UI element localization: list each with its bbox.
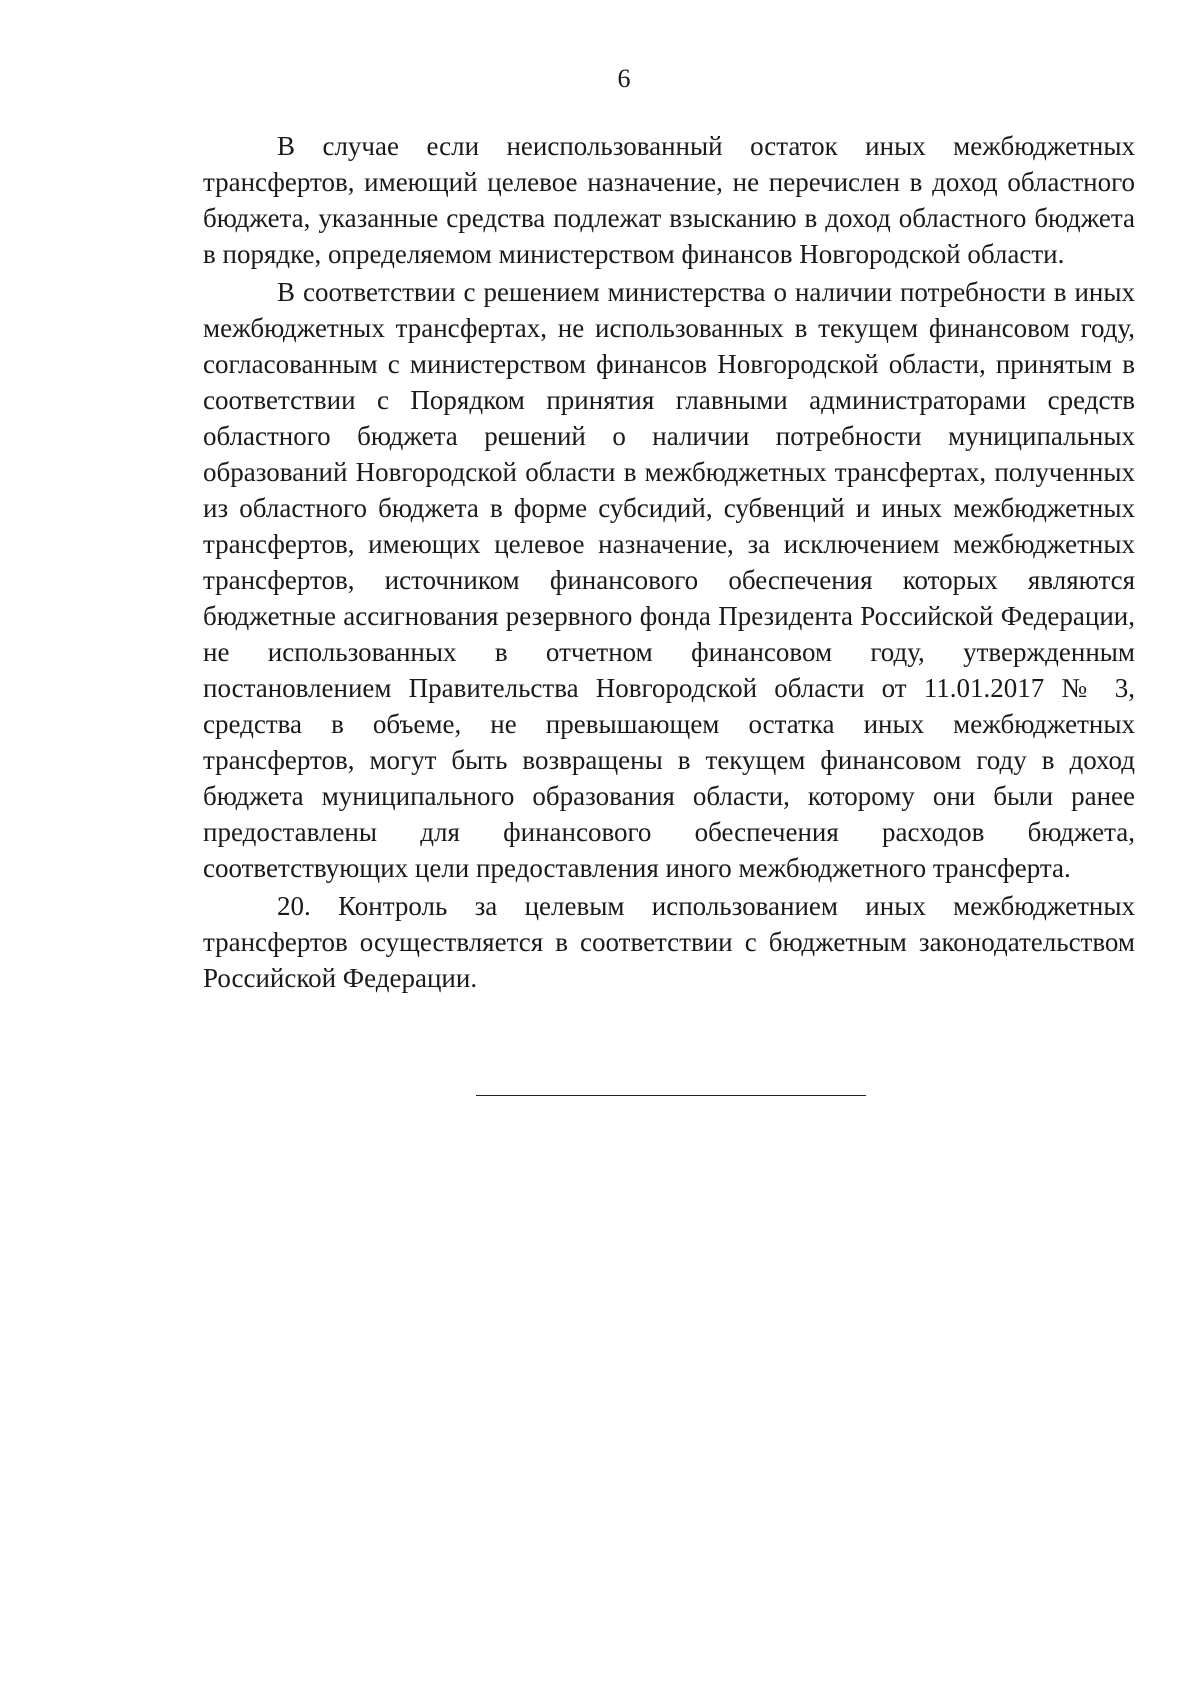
end-of-text-divider — [476, 1095, 866, 1096]
paragraph-unused-balance: В случае если неиспользованный остаток иных межбюджетных трансфертов, имеющий целевое назначение, не перечислен в доход областного бюджета, указанные средства подлежат взысканию в доход областного бюджета в порядке, определяемом министерством финансов Новгородской области. — [203, 131, 1135, 269]
paragraph-ministry-decision: В соответствии с решением министерства о наличии потребности в иных межбюджетных трансфертах, не использованных в текущем финансовом году, согласованным с министерством финансов Новгородской области, принятым в соответствии с Порядком принятия главными администраторами средств областного бюджета решений о наличии потребности муниципальных образований Новгородской области в межбюджетных трансфертах, полученных из областного бюджета в форме субсидий, субвенций и иных межбюджетных трансфертов, имеющих целевое назначение, за исключением межбюджетных трансфертов, источником финансового обеспечения которых являются бюджетные ассигнования резервного фонда Президента Российской Федерации, не использованных в отчетном финансовом году, утвержденным постановлением Правительства Новгородской области от 11.01.2017 № 3, средства в объеме, не превышающем остатка иных межбюджетных трансфертов, могут быть возвращены в текущем финансовом году в доход бюджета муниципального образования области, которому они были ранее предоставлены для финансового обеспечения расходов бюджета, соответствующих цели предоставления иного межбюджетного трансферта. — [203, 277, 1135, 883]
page-number: 6 — [617, 64, 631, 93]
paragraph-control-clause: 20. Контроль за целевым использованием иных межбюджетных трансфертов осуществляется в соответствии с бюджетным законодательством Российской Федерации. — [203, 891, 1135, 993]
document-body — [203, 128, 1135, 998]
